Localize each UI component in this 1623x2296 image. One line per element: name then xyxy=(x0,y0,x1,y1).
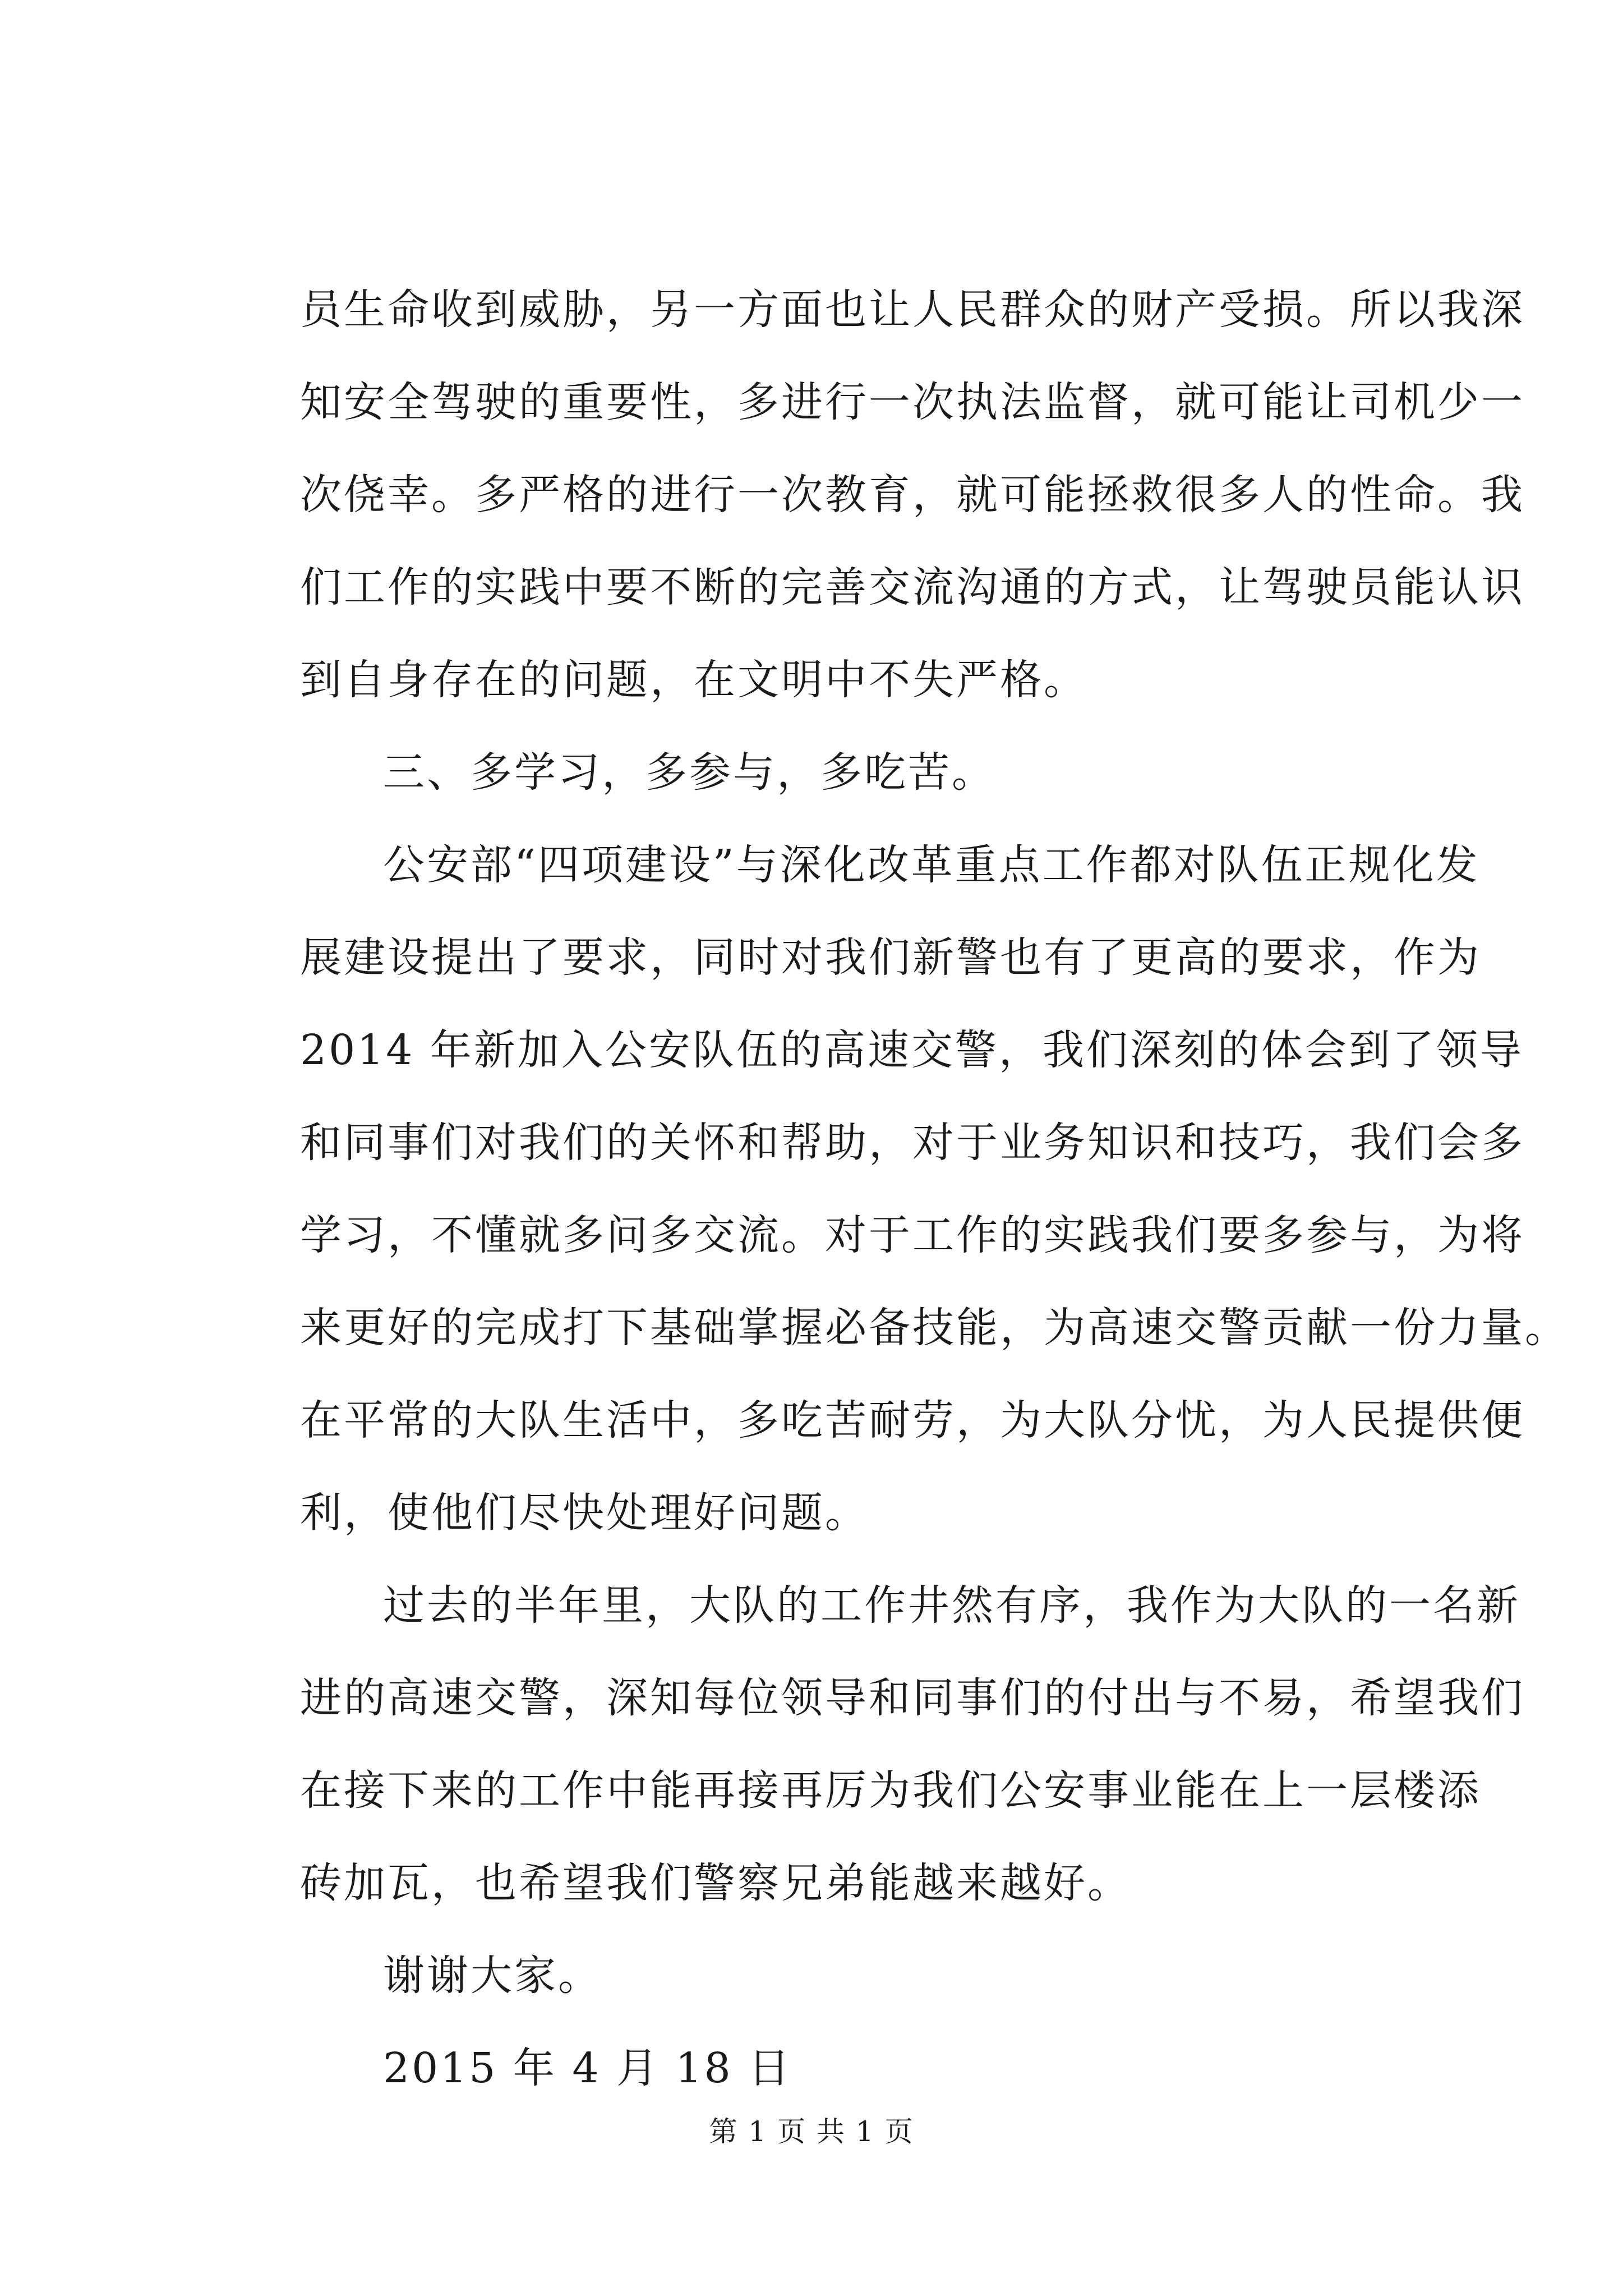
text-line: 员生命收到威胁，另一方面也让人民群众的财产受损。所以我深 xyxy=(300,286,1525,334)
text-line: 知安全驾驶的重要性，多进行一次执法监督，就可能让司机少一 xyxy=(300,378,1525,426)
text-line: 在接下来的工作中能再接再厉为我们公安事业能在上一层楼添 xyxy=(300,1766,1481,1815)
document-date: 2015 年 4 月 18 日 xyxy=(383,2044,792,2092)
text-line: 利，使他们尽快处理好问题。 xyxy=(300,1489,869,1537)
text-line: 砖加瓦，也希望我们警察兄弟能越来越好。 xyxy=(300,1859,1131,1907)
text-line: 进的高速交警，深知每位领导和同事们的付出与不易，希望我们 xyxy=(300,1674,1525,1722)
page-number: 第 1 页 共 1 页 xyxy=(709,2115,914,2148)
text-line: 展建设提出了要求，同时对我们新警也有了更高的要求，作为 xyxy=(300,933,1481,982)
text-line: 到自身存在的问题，在文明中不失严格。 xyxy=(300,656,1087,704)
closing-text: 谢谢大家。 xyxy=(383,1952,602,2000)
section-heading: 三、多学习，多参与，多吃苦。 xyxy=(383,748,995,797)
document-body xyxy=(300,264,1569,2115)
text-line: 学习，不懂就多问多交流。对于工作的实践我们要多参与，为将 xyxy=(300,1211,1525,1259)
text-line: 们工作的实践中要不断的完善交流沟通的方式，让驾驶员能认识 xyxy=(300,563,1525,611)
text-line: 来更好的完成打下基础掌握必备技能，为高速交警贡献一份力量。 xyxy=(300,1304,1569,1352)
text-line: 过去的半年里，大队的工作井然有序，我作为大队的一名新 xyxy=(383,1581,1520,1630)
text-line: 和同事们对我们的关怀和帮助，对于业务知识和技巧，我们会多 xyxy=(300,1119,1525,1167)
text-line: 公安部“四项建设”与深化改革重点工作都对队伍正规化发 xyxy=(383,841,1480,889)
page-footer xyxy=(0,2109,1623,2150)
text-line: 次侥幸。多严格的进行一次教育，就可能拯救很多人的性命。我 xyxy=(300,471,1525,519)
text-line: 2014 年新加入公安队伍的高速交警，我们深刻的体会到了领导 xyxy=(300,1026,1524,1074)
text-line: 在平常的大队生活中，多吃苦耐劳，为大队分忧，为人民提供便 xyxy=(300,1396,1525,1444)
